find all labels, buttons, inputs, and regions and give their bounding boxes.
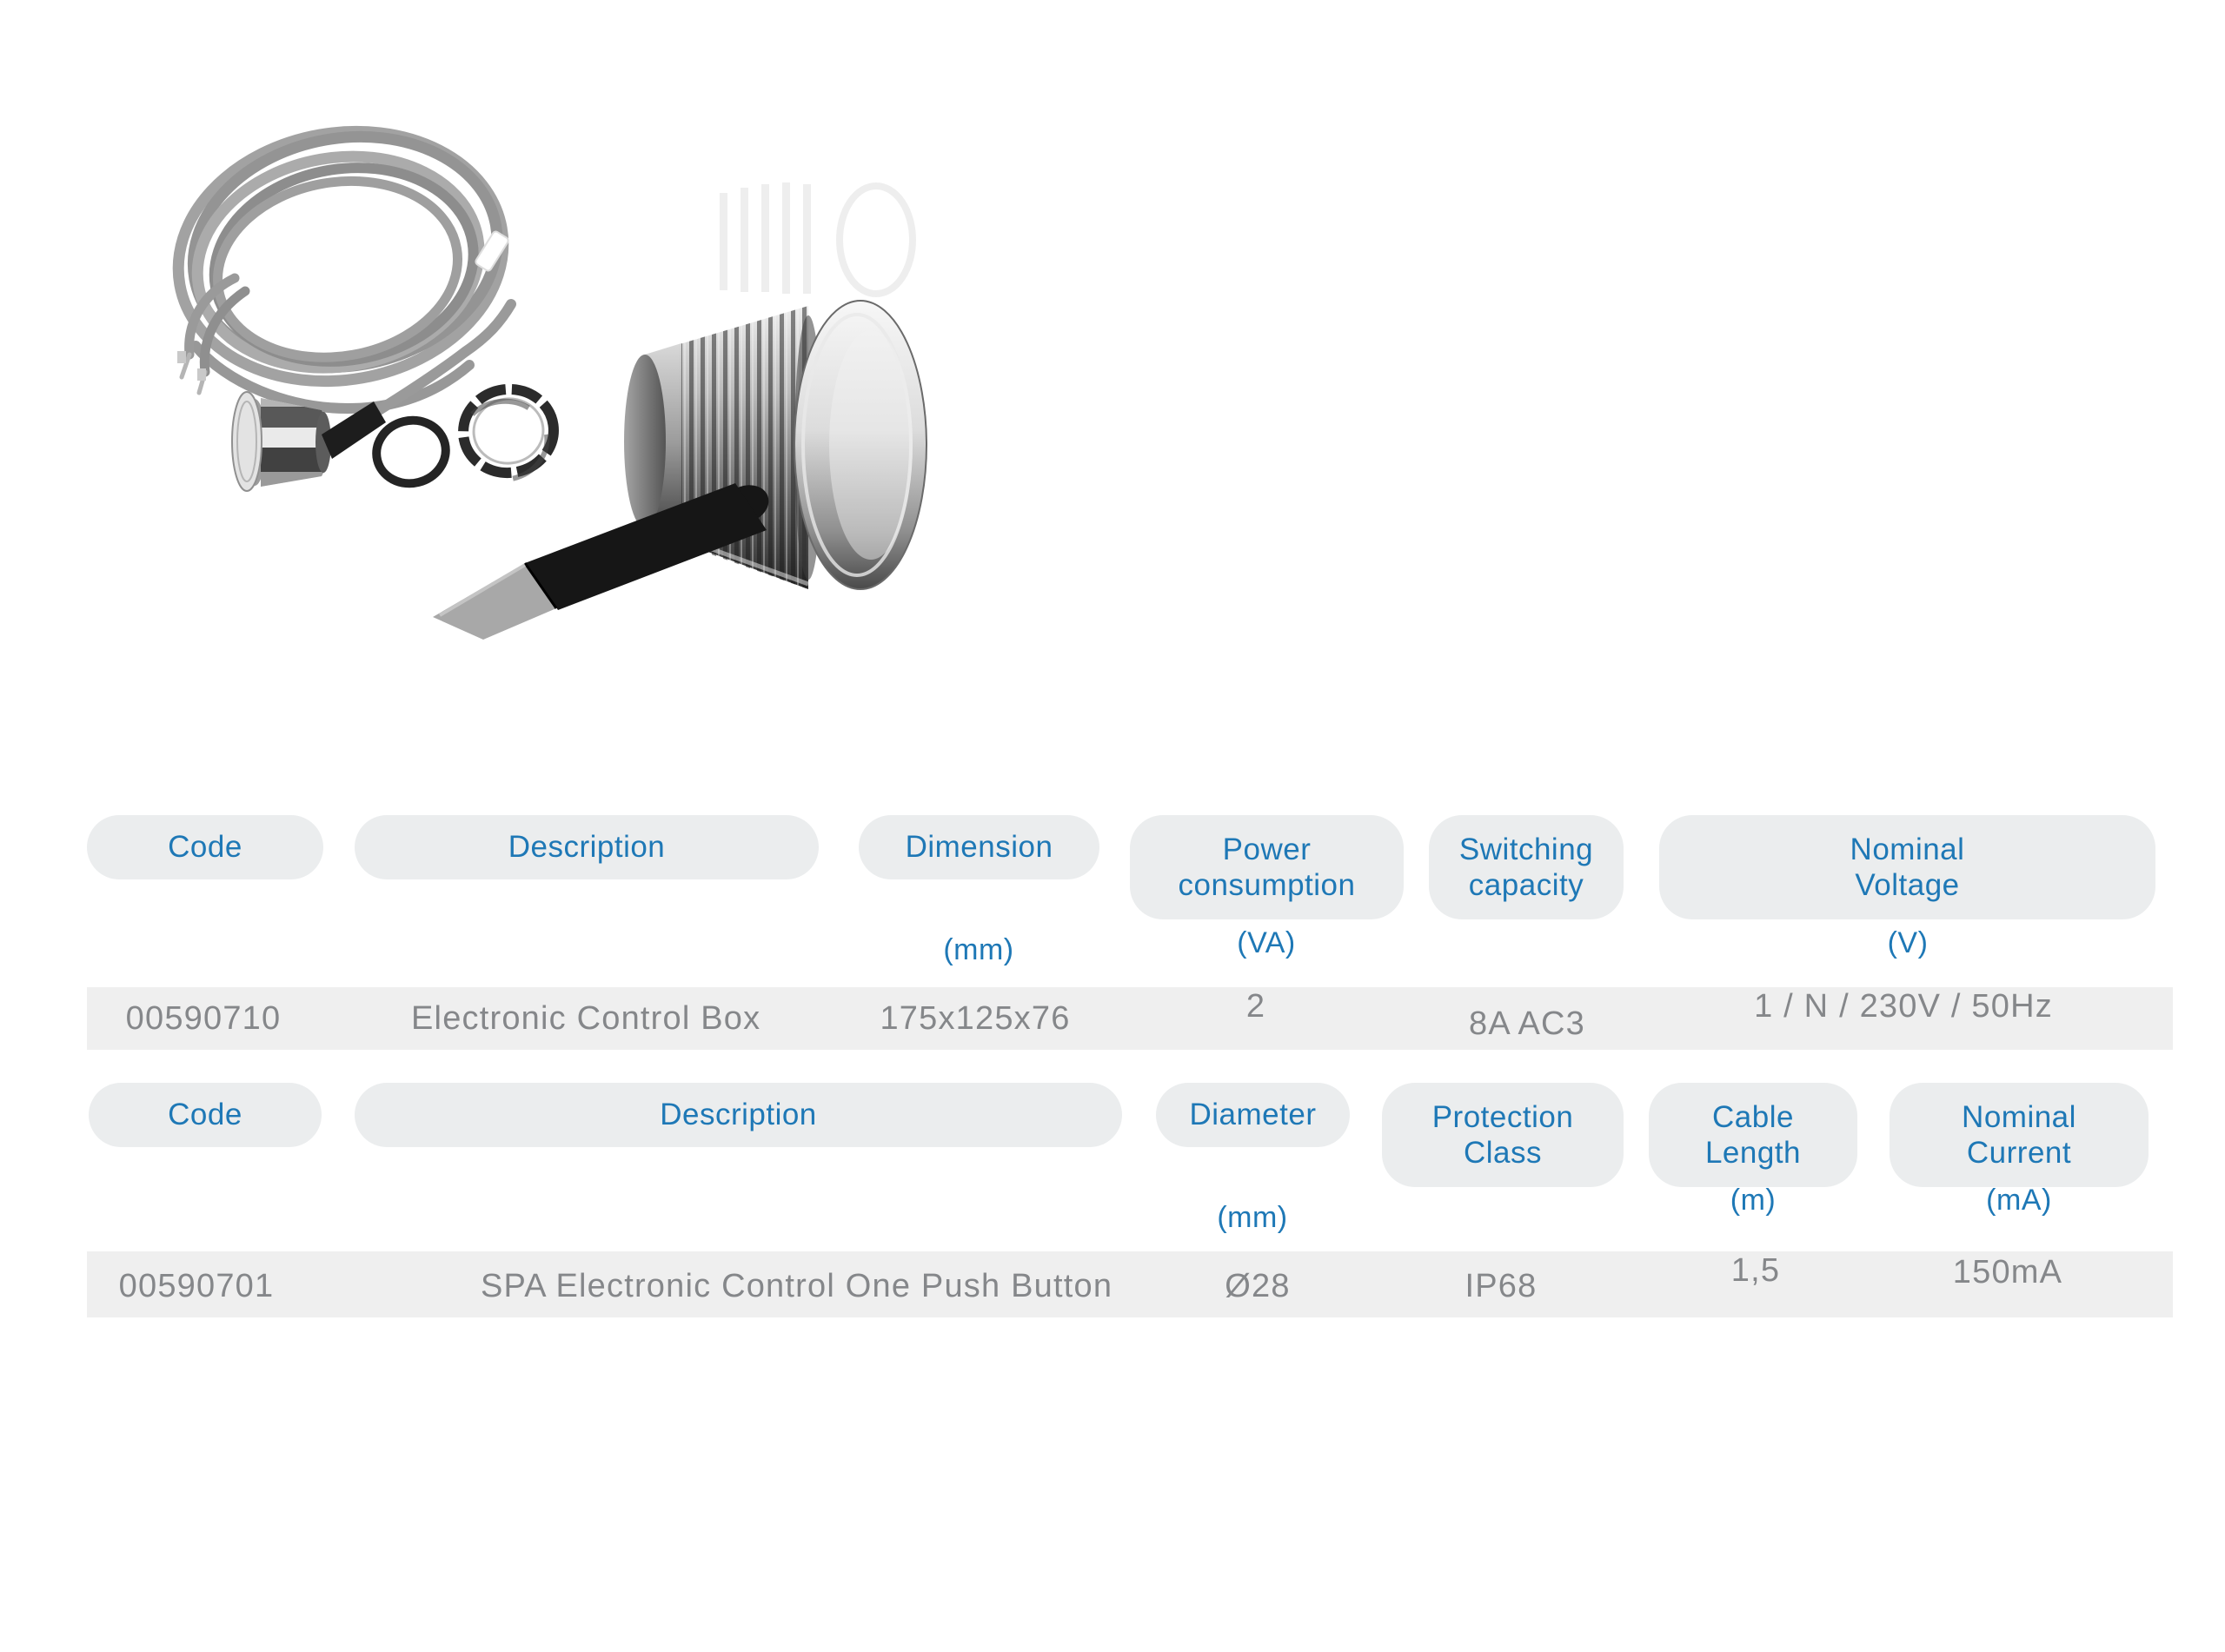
column-header-dimension: Dimension xyxy=(859,815,1099,879)
unit-current-ma: (mA) xyxy=(1986,1184,2052,1217)
cell-code: 00590710 xyxy=(125,1000,282,1037)
connection-cable xyxy=(433,479,774,640)
product-photo xyxy=(130,87,956,647)
column-header-diameter: Diameter xyxy=(1156,1083,1350,1147)
column-header-nominal-current: Nominal Current xyxy=(1890,1083,2149,1187)
cell-current: 150mA xyxy=(1952,1254,2063,1290)
print-artifact xyxy=(720,182,913,294)
column-header-protection-class: Protection Class xyxy=(1382,1083,1624,1187)
cell-description: Electronic Control Box xyxy=(411,1000,761,1037)
unit-voltage-v: (V) xyxy=(1887,926,1929,959)
cell-code: 00590701 xyxy=(118,1268,275,1304)
unit-power-va: (VA) xyxy=(1237,926,1296,959)
column-header-cable-length: Cable Length xyxy=(1649,1083,1857,1187)
cell-description: SPA Electronic Control One Push Button xyxy=(481,1268,1113,1304)
cell-power: 2 xyxy=(1245,988,1266,1025)
column-header-description: Description xyxy=(355,1083,1122,1147)
cell-switching: 8A AC3 xyxy=(1469,1005,1585,1042)
column-header-switching-capacity: Switching capacity xyxy=(1429,815,1624,919)
unit-length-m: (m) xyxy=(1730,1184,1777,1217)
cell-voltage: 1 / N / 230V / 50Hz xyxy=(1754,988,2053,1025)
unit-dimension-mm: (mm) xyxy=(943,933,1014,966)
column-header-code: Code xyxy=(87,815,323,879)
column-header-nominal-voltage: Nominal Voltage xyxy=(1659,815,2155,919)
lock-nut xyxy=(454,383,560,485)
column-header-description: Description xyxy=(355,815,819,879)
cell-diameter: Ø28 xyxy=(1225,1268,1291,1304)
cell-protection: IP68 xyxy=(1465,1268,1538,1304)
cable-coil xyxy=(158,107,523,410)
cell-dimension: 175x125x76 xyxy=(880,1000,1071,1037)
unit-diameter-mm: (mm) xyxy=(1217,1201,1288,1234)
column-header-power-consumption: Power consumption xyxy=(1130,815,1404,919)
column-header-code: Code xyxy=(89,1083,322,1147)
cell-cable-length: 1,5 xyxy=(1730,1252,1781,1289)
